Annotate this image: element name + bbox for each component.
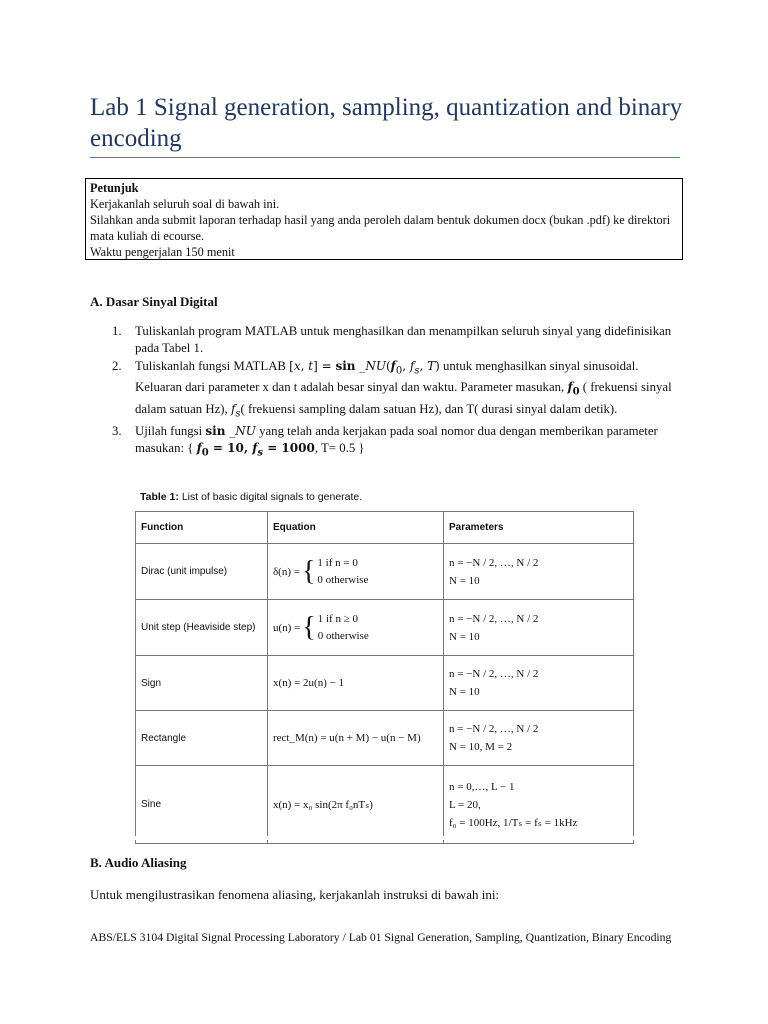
list-text: yang telah anda kerjakan pada soal nomor dua dengan memberikan parameter masukan: { bbox=[135, 423, 658, 455]
signals-table bbox=[135, 511, 634, 844]
list-text: , T= 0.5 } bbox=[314, 440, 365, 455]
table-header-row bbox=[136, 512, 634, 544]
list-text: Tuliskanlah fungsi MATLAB bbox=[135, 358, 290, 373]
parameter-line: n = −N / 2, …, N / 2 bbox=[449, 556, 539, 569]
function-cell: Dirac (unit impulse) bbox=[136, 544, 268, 600]
table-row bbox=[136, 600, 634, 656]
table-row bbox=[136, 544, 634, 600]
equation-cell: rect_M(n) = u(n + M) − u(n − M) bbox=[268, 711, 444, 766]
equation-lhs: u(n) = bbox=[273, 621, 301, 634]
table-caption-text: List of basic digital signals to generate. bbox=[178, 491, 363, 503]
equation-case: 0 otherwise bbox=[317, 573, 369, 586]
list-item bbox=[112, 358, 682, 423]
brace-symbol: { bbox=[301, 555, 316, 587]
brace-symbol: { bbox=[302, 611, 316, 643]
list-number: 2. bbox=[112, 358, 122, 373]
parameter-line: N = 10 bbox=[449, 630, 480, 643]
equation-case: 1 if n ≥ 0 bbox=[317, 612, 358, 625]
parameters-cell bbox=[444, 656, 634, 711]
function-cell: Sign bbox=[136, 656, 268, 711]
instruction-line: Silahkan anda submit laporan terhadap hasil yang anda peroleh dalam bentuk dokumen docx (bukan .pdf) ke direktori mata kuliah di ecourse. bbox=[90, 213, 671, 243]
equation-lhs: δ(n) = bbox=[273, 565, 300, 578]
list-number: 1. bbox=[112, 324, 122, 338]
table-caption-label: Table 1: bbox=[140, 491, 179, 503]
equation-case: 0 otherwise bbox=[317, 629, 369, 642]
table-crop-edge bbox=[134, 836, 636, 840]
table-row bbox=[136, 766, 634, 844]
table-caption bbox=[140, 491, 362, 503]
instruction-line: Kerjakanlah seluruh soal di bawah ini. bbox=[90, 197, 280, 211]
page-title: Lab 1 Signal generation, sampling, quantization and binary encoding bbox=[90, 94, 683, 152]
page-footer: ABS/ELS 3104 Digital Signal Processing Laboratory / Lab 01 Signal Generation, Sampling, Quantization, Binary Encoding bbox=[90, 931, 672, 944]
equation-cell bbox=[268, 544, 444, 600]
parameter-line: f₀ = 100Hz, 1/Tₛ = fₛ = 1kHz bbox=[449, 816, 578, 829]
list-text: Ujilah fungsi bbox=[135, 423, 206, 438]
column-header: Equation bbox=[268, 512, 444, 544]
parameter-line: N = 10, M = 2 bbox=[449, 741, 513, 753]
math-params: $f_0 = 10$, $f_s = 1000$ bbox=[196, 440, 315, 459]
equation-cell: x(n) = 2u(n) − 1 bbox=[268, 656, 444, 711]
parameter-line: n = 0,…, L − 1 bbox=[449, 780, 515, 793]
column-header: Parameters bbox=[444, 512, 634, 544]
list-text: ( frekuensi sampling dalam satuan Hz), dan T( durasi sinyal dalam detik). bbox=[240, 401, 618, 416]
instructions-box bbox=[85, 178, 683, 260]
parameter-line: L = 20, bbox=[449, 798, 481, 811]
equation-cell bbox=[268, 600, 444, 656]
math-function-signature: [x, $t] = \sin \_NU(f_0$, $f_s$, T) bbox=[289, 358, 440, 376]
list-text: Tuliskanlah program MATLAB untuk menghasilkan dan menampilkan seluruh sinyal yang didefinisikan pada Tabel 1. bbox=[135, 324, 672, 356]
instruction-line: Waktu pengerjalan 150 menit bbox=[90, 245, 235, 259]
equation-cell: x(n) = x₀ sin(2π f₀nTₛ) bbox=[268, 766, 444, 844]
parameter-line: n = −N / 2, …, N / 2 bbox=[449, 668, 539, 680]
parameter-line: N = 10 bbox=[449, 574, 480, 587]
parameters-cell bbox=[444, 711, 634, 766]
function-cell: Rectangle bbox=[136, 711, 268, 766]
list-text: untuk menghasilkan sinyal sinusoidal. Keluaran dari parameter x dan t adalah besar sinyal dan waktu. Parameter masukan, bbox=[135, 358, 639, 395]
parameters-cell bbox=[444, 544, 634, 600]
math-function-name: sin _NU bbox=[205, 423, 256, 438]
section-a-heading: A. Dasar Sinyal Digital bbox=[90, 294, 218, 309]
list-text: ( frekuensi sinyal dalam satuan Hz), bbox=[135, 380, 672, 416]
column-header: Function bbox=[136, 512, 268, 544]
parameter-line: n = −N / 2, …, N / 2 bbox=[449, 723, 539, 735]
list-item bbox=[112, 423, 682, 462]
parameters-cell bbox=[444, 600, 634, 656]
function-cell: Unit step (Heaviside step) bbox=[136, 600, 268, 656]
list-number: 3. bbox=[112, 423, 122, 438]
list-item bbox=[112, 323, 682, 358]
math-fs: $f_s$ bbox=[230, 401, 241, 420]
math-f0: $f_0$ bbox=[567, 380, 580, 398]
title-divider bbox=[90, 157, 680, 158]
parameters-cell bbox=[444, 766, 634, 844]
instructions-heading: Petunjuk bbox=[90, 181, 139, 195]
section-b-text: Untuk mengilustrasikan fenomena aliasing, kerjakanlah instruksi di bawah ini: bbox=[90, 887, 500, 902]
section-b-heading: B. Audio Aliasing bbox=[90, 855, 187, 870]
parameter-line: n = −N / 2, …, N / 2 bbox=[449, 612, 539, 625]
table-row bbox=[136, 656, 634, 711]
equation-case: 1 if n = 0 bbox=[317, 556, 358, 569]
table-row bbox=[136, 711, 634, 766]
parameter-line: N = 10 bbox=[449, 686, 480, 698]
function-cell: Sine bbox=[136, 766, 268, 844]
section-a-list bbox=[112, 323, 682, 462]
